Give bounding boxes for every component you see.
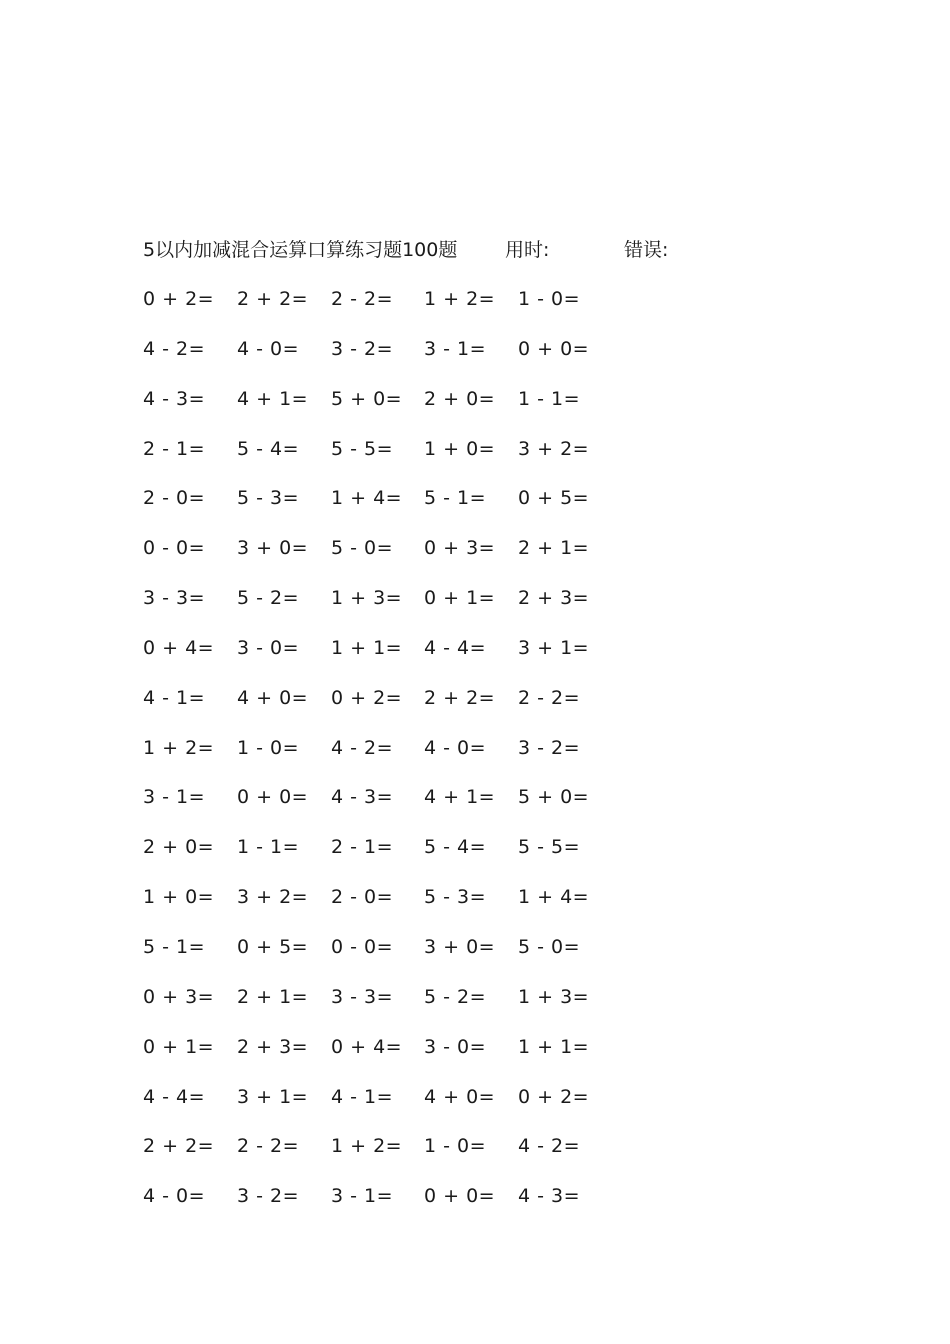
- math-problem: 3 + 2=: [237, 886, 309, 909]
- problem-row: [143, 982, 623, 1032]
- problem-row: [143, 932, 623, 982]
- math-problem: 2 - 1=: [331, 836, 394, 859]
- math-problem: 3 + 2=: [518, 437, 590, 460]
- math-problem: 5 - 1=: [424, 487, 487, 510]
- math-problem: 1 + 0=: [424, 437, 496, 460]
- math-problem: 4 - 3=: [518, 1185, 581, 1208]
- math-problem: 5 - 2=: [424, 985, 487, 1008]
- math-problem: 1 - 1=: [518, 387, 581, 410]
- math-problem: 0 + 4=: [331, 1035, 403, 1058]
- math-problem: 1 - 0=: [424, 1135, 487, 1158]
- math-problem: 2 + 0=: [143, 836, 215, 859]
- math-problem: 4 - 1=: [143, 686, 206, 709]
- problem-row: [143, 1181, 623, 1231]
- math-problem: 3 - 1=: [331, 1185, 394, 1208]
- math-problem: 0 + 5=: [518, 487, 590, 510]
- math-problem: 5 - 3=: [237, 487, 300, 510]
- math-problem: 2 + 1=: [237, 985, 309, 1008]
- problem-row: [143, 583, 623, 633]
- math-problem: 1 + 2=: [143, 736, 215, 759]
- math-problem: 3 + 0=: [424, 935, 496, 958]
- math-problem: 5 - 5=: [518, 836, 581, 859]
- math-problem: 4 - 0=: [424, 736, 487, 759]
- math-problem: 0 + 3=: [143, 985, 215, 1008]
- math-problem: 2 + 2=: [237, 288, 309, 310]
- math-problem: 3 - 1=: [143, 786, 206, 809]
- math-problem: 0 + 3=: [424, 537, 496, 560]
- math-problem: 2 - 2=: [331, 288, 394, 310]
- math-problem: 3 - 1=: [424, 337, 487, 360]
- math-problem: 0 + 5=: [237, 935, 309, 958]
- math-problem: 4 - 4=: [424, 636, 487, 659]
- problem-row: [143, 284, 623, 334]
- math-problem: 2 + 2=: [143, 1135, 215, 1158]
- problem-row: [143, 1131, 623, 1181]
- math-problem: 4 - 1=: [331, 1085, 394, 1108]
- math-problem: 3 + 1=: [518, 636, 590, 659]
- math-problem: 3 - 3=: [331, 985, 394, 1008]
- worksheet-header: [143, 235, 843, 265]
- math-problem: 5 - 0=: [518, 935, 581, 958]
- math-problem: 2 - 2=: [518, 686, 581, 709]
- math-problem: 0 + 2=: [331, 686, 403, 709]
- math-problem: 4 + 1=: [424, 786, 496, 809]
- math-problem: 2 - 0=: [143, 487, 206, 510]
- math-problem: 0 + 4=: [143, 636, 215, 659]
- math-problem: 3 - 3=: [143, 587, 206, 610]
- math-problem: 4 - 0=: [237, 337, 300, 360]
- math-problem: 1 + 2=: [424, 288, 496, 310]
- math-problem: 3 - 0=: [237, 636, 300, 659]
- math-problem: 2 + 3=: [237, 1035, 309, 1058]
- math-problem: 1 - 0=: [518, 288, 581, 310]
- problem-row: [143, 882, 623, 932]
- math-problem: 0 + 0=: [518, 337, 590, 360]
- math-problem: 5 + 0=: [331, 387, 403, 410]
- math-problem: 1 + 1=: [331, 636, 403, 659]
- math-problem: 0 + 2=: [518, 1085, 590, 1108]
- math-problem: 1 - 0=: [237, 736, 300, 759]
- math-problem: 4 + 0=: [424, 1085, 496, 1108]
- math-problem: 3 - 2=: [331, 337, 394, 360]
- math-problem: 3 - 2=: [518, 736, 581, 759]
- math-problem: 4 - 2=: [518, 1135, 581, 1158]
- math-problem: 5 - 5=: [331, 437, 394, 460]
- math-problem: 5 - 3=: [424, 886, 487, 909]
- math-problem: 2 - 2=: [237, 1135, 300, 1158]
- problem-row: [143, 1032, 623, 1082]
- problem-row: [143, 683, 623, 733]
- math-problem: 5 - 0=: [331, 537, 394, 560]
- problem-row: [143, 334, 623, 384]
- worksheet-title: 5以内加减混合运算口算练习题100题: [143, 239, 458, 261]
- problem-grid: [143, 284, 623, 1231]
- errors-label: 错误:: [624, 239, 669, 261]
- time-used-label: 用时:: [505, 239, 550, 261]
- math-problem: 2 + 3=: [518, 587, 590, 610]
- math-problem: 4 - 2=: [331, 736, 394, 759]
- math-problem: 5 - 4=: [237, 437, 300, 460]
- math-problem: 5 - 4=: [424, 836, 487, 859]
- math-problem: 2 - 0=: [331, 886, 394, 909]
- math-problem: 4 - 0=: [143, 1185, 206, 1208]
- math-problem: 2 - 1=: [143, 437, 206, 460]
- problem-row: [143, 633, 623, 683]
- problem-row: [143, 434, 623, 484]
- math-problem: 0 + 0=: [424, 1185, 496, 1208]
- math-problem: 0 + 2=: [143, 288, 215, 310]
- problem-row: [143, 1082, 623, 1132]
- math-problem: 5 + 0=: [518, 786, 590, 809]
- math-problem: 0 - 0=: [143, 537, 206, 560]
- math-problem: 1 + 4=: [518, 886, 590, 909]
- math-problem: 4 - 3=: [331, 786, 394, 809]
- math-problem: 3 - 2=: [237, 1185, 300, 1208]
- math-problem: 4 - 3=: [143, 387, 206, 410]
- math-problem: 1 - 1=: [237, 836, 300, 859]
- problem-row: [143, 384, 623, 434]
- math-problem: 2 + 1=: [518, 537, 590, 560]
- math-problem: 3 + 1=: [237, 1085, 309, 1108]
- math-problem: 1 + 2=: [331, 1135, 403, 1158]
- math-problem: 3 - 0=: [424, 1035, 487, 1058]
- math-problem: 0 + 1=: [143, 1035, 215, 1058]
- math-problem: 0 - 0=: [331, 935, 394, 958]
- math-problem: 1 + 0=: [143, 886, 215, 909]
- math-problem: 5 - 2=: [237, 587, 300, 610]
- problem-row: [143, 832, 623, 882]
- math-problem: 1 + 3=: [331, 587, 403, 610]
- math-problem: 1 + 3=: [518, 985, 590, 1008]
- math-problem: 4 + 0=: [237, 686, 309, 709]
- math-problem: 5 - 1=: [143, 935, 206, 958]
- math-problem: 4 - 4=: [143, 1085, 206, 1108]
- math-problem: 1 + 4=: [331, 487, 403, 510]
- problem-row: [143, 483, 623, 533]
- math-problem: 0 + 0=: [237, 786, 309, 809]
- math-problem: 4 + 1=: [237, 387, 309, 410]
- math-problem: 2 + 2=: [424, 686, 496, 709]
- problem-row: [143, 533, 623, 583]
- problem-row: [143, 733, 623, 783]
- problem-row: [143, 782, 623, 832]
- math-problem: 4 - 2=: [143, 337, 206, 360]
- math-problem: 0 + 1=: [424, 587, 496, 610]
- math-problem: 3 + 0=: [237, 537, 309, 560]
- math-problem: 1 + 1=: [518, 1035, 590, 1058]
- math-problem: 2 + 0=: [424, 387, 496, 410]
